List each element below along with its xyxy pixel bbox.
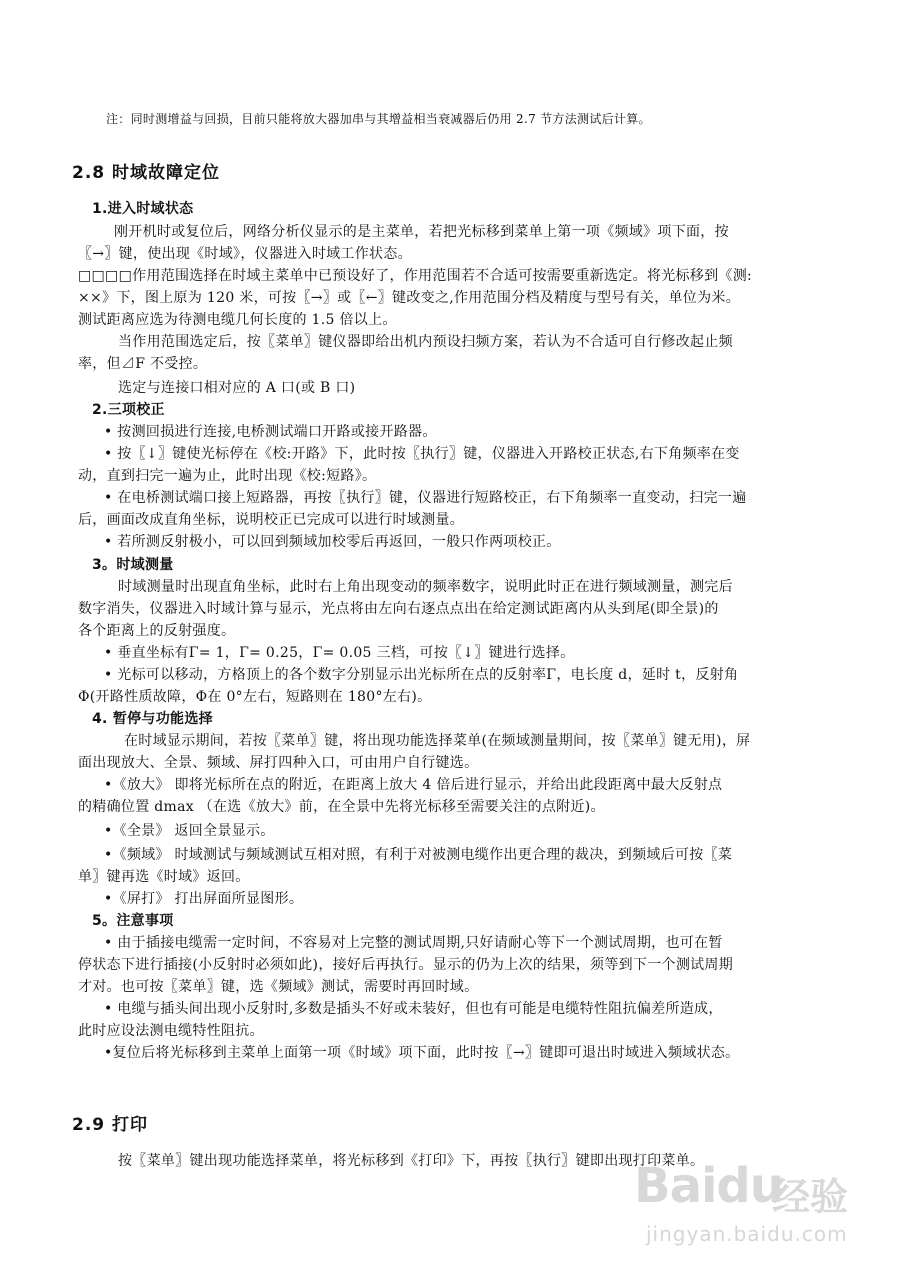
list-item: 停状态下进行插接(小反射时必须如此)，接好后再执行。显示的仍为上次的结果，须等到下一个测试周期 — [78, 957, 734, 973]
subheading-enter-time-domain: 1.进入时域状态 — [92, 201, 194, 217]
list-item: 此时应设法测电缆特性阻抗。 — [78, 1023, 264, 1039]
watermark-url: jingyan.baidu.com — [646, 1222, 848, 1246]
paragraph-line: 刚开机时或复位后，网络分析仪显示的是主菜单，若把光标移到菜单上第一项《频域》项下面，按 — [114, 224, 729, 240]
paragraph-line: 〖→〗键，使出现《时域》，仪器进入时域工作状态。 — [78, 246, 412, 262]
list-item: 的精确位置 dmax （在选《放大》前，在全景中先将光标移至需要关注的点附近)。 — [78, 799, 605, 815]
list-item: • 光标可以移动，方格顶上的各个数字分别显示出光标所在点的反射率Γ，电长度 d，延时 t，反射角 — [104, 667, 739, 683]
list-item: •《全景》 返回全景显示。 — [104, 823, 275, 839]
list-item: • 在电桥测试端口接上短路器，再按〖执行〗键，仪器进行短路校正，右下角频率一直变动，扫完一遍 — [104, 490, 747, 506]
paragraph-line: □□□□作用范围选择在时域主菜单中已预设好了，作用范围若不合适可按需要重新选定。将光标移到《测: — [78, 268, 753, 284]
list-item: Φ(开路性质故障，Φ在 0°左右，短路则在 180°左右)。 — [78, 689, 432, 705]
list-item: •复位后将光标移到主菜单上面第一项《时域》项下面，此时按〖→〗键即可退出时域进入频域状态。 — [104, 1045, 740, 1061]
paragraph-line: 数字消失，仪器进入时域计算与显示，光点将由左向右逐点点出在给定测试距离内从头到尾(即全景)的 — [78, 601, 719, 617]
list-item: 后，画面改成直角坐标，说明校正已完成可以进行时域测量。 — [78, 512, 465, 528]
paragraph-line: 在时域显示期间，若按〖菜单〗键，将出现功能选择菜单(在频域测量期间，按〖菜单〗键无用)，屏 — [124, 733, 751, 749]
list-item: 单〗键再选《时域》返回。 — [78, 869, 250, 885]
list-item: • 按〖↓〗键使光标停在《校:开路》下，此时按〖执行〗键，仪器进入开路校正状态,右下角频率在变 — [104, 446, 740, 462]
list-item: 动，直到扫完一遍为止，此时出现《校:短路》。 — [78, 468, 377, 484]
list-item: •《放大》 即将光标所在点的附近，在距离上放大 4 倍后进行显示，并给出此段距离中最大反射点 — [104, 777, 723, 793]
subheading-pause-function: 4. 暂停与功能选择 — [92, 711, 213, 727]
section-2-9-title: 2.9 打印 — [72, 1115, 149, 1135]
paragraph-line: 各个距离上的反射强度。 — [78, 623, 236, 639]
subheading-time-domain-measure: 3。时域测量 — [92, 557, 174, 573]
paragraph-line: 当作用范围选定后，按〖菜单〗键仪器即给出机内预设扫频方案，若认为不合适可自行修改起止频 — [118, 334, 733, 350]
list-item: • 按测回损进行连接,电桥测试端口开路或接开路器。 — [104, 424, 437, 440]
list-item: •《频域》 时域测试与频域测试互相对照，有利于对被测电缆作出更合理的裁决，到频域后可按〖菜 — [104, 847, 733, 863]
list-item: 才对。也可按〖菜单〗键，选《频域》测试，需要时再回时域。 — [78, 979, 479, 995]
baidu-jingyan-watermark — [634, 1158, 854, 1258]
list-item: • 若所测反射极小，可以回到频域加校零后再返回，一般只作两项校正。 — [104, 534, 561, 550]
paragraph-line: 选定与连接口相对应的 A 口(或 B 口) — [118, 380, 356, 396]
list-item: • 由于插接电缆需一定时间，不容易对上完整的测试周期,只好请耐心等下一个测试周期，也可在暂 — [104, 935, 723, 951]
paragraph-line: 时域测量时出现直角坐标，此时右上角出现变动的频率数字，说明此时正在进行频域测量，测完后 — [118, 579, 733, 595]
list-item: • 电缆与插头间出现小反射时,多数是插头不好或未装好，但也有可能是电缆特性阻抗偏差所造成， — [104, 1001, 723, 1017]
section-2-8-title: 2.8 时域故障定位 — [72, 163, 221, 183]
paragraph-line: 率，但⊿F 不受控。 — [78, 356, 208, 372]
paragraph-line: 测试距离应选为待测电缆几何长度的 1.5 倍以上。 — [78, 312, 397, 328]
list-item: • 垂直坐标有Γ= 1，Γ= 0.25，Γ= 0.05 三档，可按〖↓〗键进行选择。 — [104, 645, 575, 661]
paragraph-line: 面出现放大、全景、频域、屏打四种入口，可由用户自行键选。 — [78, 755, 479, 771]
watermark-jingyan-text: 经验 — [772, 1175, 849, 1219]
baidu-logo: Baidu — [634, 1158, 783, 1214]
subheading-three-calibration: 2.三项校正 — [92, 402, 165, 418]
subheading-notes: 5。注意事项 — [92, 913, 174, 929]
list-item: •《屏打》 打出屏面所显图形。 — [104, 891, 304, 907]
paragraph-line: 按〖菜单〗键出现功能选择菜单，将光标移到《打印》下，再按〖执行〗键即出现打印菜单。 — [118, 1153, 705, 1169]
paragraph-line: ××》下，图上原为 120 米，可按〖→〗或〖←〗键改变之,作用范围分档及精度与型号有关，单位为米。 — [78, 290, 740, 306]
note-text: 注：同时测增益与回损，目前只能将放大器加串与其增益相当衰减器后仍用 2.7 节方法测试后计算。 — [106, 112, 651, 126]
